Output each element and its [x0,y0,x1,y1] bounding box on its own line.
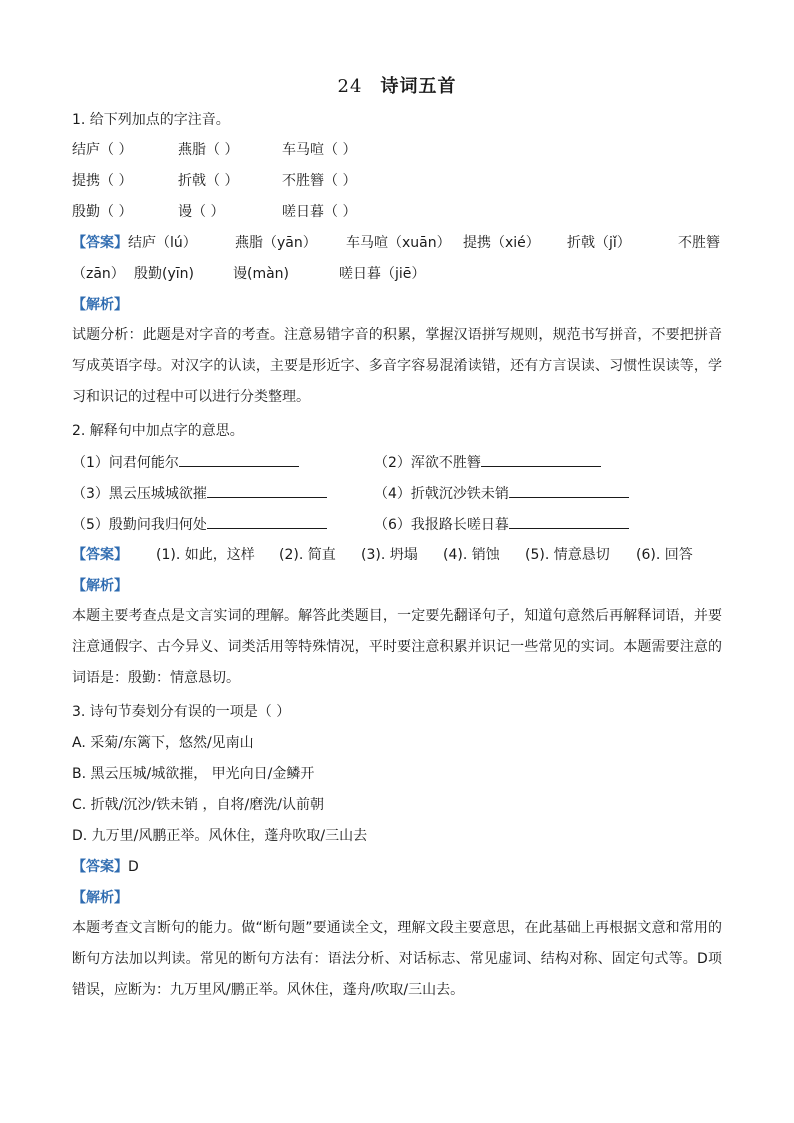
q2-item-text: （3）黑云压城城欲摧 [72,486,207,502]
q1-cell: 不胜簪（ ） [282,173,357,189]
title-text: 诗词五首 [380,76,457,97]
q2-item-text: （6）我报路长嗟日暮 [374,517,509,533]
q2-item [374,452,601,473]
q3-analysis: 本题考查文言断句的能力。做“断句题”要通读全文，理解文段主要意思，在此基础上再根据文意和常用的断句方法加以判读。常见的断句方法有：语法分析、对话标志、常见虚词、结构对称、固定句式等。D项错误，应断为：九万里风/鹏正举。风休住，蓬舟/吹取/三山去。 [72,920,722,998]
q2-item [374,483,629,504]
q1-question: 1. 给下列加点的字注音。 [72,112,230,128]
page-title [0,72,794,98]
q1-answer-item: 谩(màn) [233,266,290,282]
q1-cell: 提携（ ） [72,173,133,189]
answer-blank [481,452,601,467]
q1-cell: 嗟日暮（ ） [282,204,357,220]
answer-blank [509,514,629,529]
q2-answer-item: (5). 情意恳切 [525,547,610,563]
analysis-label: 【解析】 [72,890,128,906]
q1-answer-item: 折戟（jǐ） [567,235,631,251]
q3-option-a: A. 采菊/东篱下，悠然/见南山 [72,735,254,751]
answer-label: 【答案】 [72,859,128,875]
answer-label: 【答案】 [72,547,128,563]
q3-answer-value: D [128,859,139,875]
title-number: 24 [337,76,363,97]
q1-analysis: 试题分析：此题是对字音的考查。注意易错字音的积累，掌握汉语拼写规则，规范书写拼音，不要把拼音写成英语字母。对汉字的认读，主要是形近字、多音字容易混淆读错，还有方言误读、习惯性误读等，学习和识记的过程中可以进行分类整理。 [72,327,722,405]
q1-answer-item: （zān） [72,266,125,282]
answer-blank [509,483,629,498]
q1-answer-item: 燕脂（yān） [235,235,317,251]
q2-item [72,452,299,473]
q2-question: 2. 解释句中加点字的意思。 [72,423,244,439]
q1-answer-item: 嗟日暮（jiē） [339,266,426,282]
analysis-label: 【解析】 [72,297,128,313]
q1-answer-item: 提携（xié） [463,235,540,251]
q2-answer-item: (6). 回答 [636,547,693,563]
q1-cell: 结庐（ ） [72,142,133,158]
q2-item [72,514,327,535]
answer-blank [207,514,327,529]
q3-option-d: D. 九万里/风鹏正举。风休住，蓬舟吹取/三山去 [72,828,368,844]
q2-item-text: （4）折戟沉沙铁未销 [374,486,509,502]
q1-answer-item: 不胜簪 [678,235,720,251]
answer-blank [179,452,299,467]
q3-option-c: C. 折戟/沉沙/铁未销 ，自将/磨洗/认前朝 [72,797,324,813]
q1-answer-item: 殷勤(yīn) [134,266,194,282]
q3-question: 3. 诗句节奏划分有误的一项是（ ） [72,704,291,720]
q2-analysis: 本题主要考查点是文言实词的理解。解答此类题目，一定要先翻译句子，知道句意然后再解释词语，并要注意通假字、古今异义、词类活用等特殊情况，平时要注意积累并识记一些常见的实词。本题需要注意的词语是：殷勤：情意恳切。 [72,608,722,686]
q2-answer-item: (4). 销蚀 [443,547,500,563]
q1-cell: 殷勤（ ） [72,204,133,220]
answer-blank [207,483,327,498]
q2-answer-item: (1). 如此，这样 [156,547,255,563]
q3-option-b: B. 黑云压城/城欲摧， 甲光向日/金鳞开 [72,766,315,782]
q2-item-text: （1）问君何能尔 [72,455,179,471]
q1-cell: 燕脂（ ） [178,142,239,158]
analysis-label: 【解析】 [72,578,128,594]
q3-answer [72,857,139,877]
q1-cell: 谩（ ） [178,204,225,220]
q1-cell: 折戟（ ） [178,173,239,189]
q1-answer-item: 车马喧（xuān） [346,235,451,251]
q2-item [72,483,327,504]
q2-item [374,514,629,535]
q2-answer-item: (3). 坍塌 [361,547,418,563]
q2-item-text: （2）浑欲不胜簪 [374,455,481,471]
q1-cell: 车马喧（ ） [282,142,357,158]
q2-answer-item: (2). 简直 [279,547,336,563]
q2-item-text: （5）殷勤问我归何处 [72,517,207,533]
q1-answer-item: 结庐（lú） [128,235,197,251]
answer-label: 【答案】 [72,235,128,251]
